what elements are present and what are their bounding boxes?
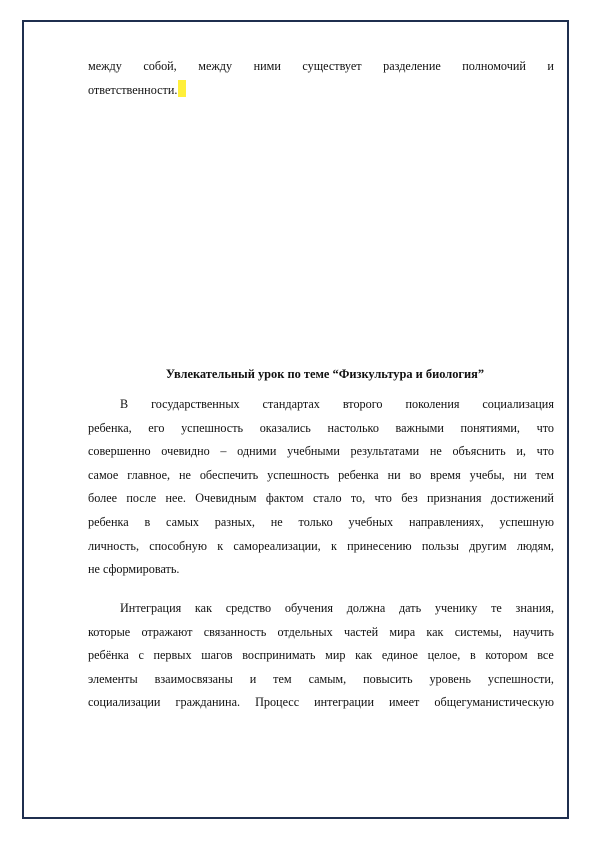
paragraph-1-line-2-word: важными	[395, 420, 444, 435]
paragraph-2-line-4	[88, 668, 554, 692]
paragraph-1-line-6-word: только	[298, 514, 333, 529]
paragraph-2-line-5-word: социализации	[88, 695, 161, 710]
paragraph-1-line-1-word: В	[120, 397, 129, 411]
paragraph-1-line-7-word: способную	[149, 538, 207, 553]
paragraph-2-line-4-word: повысить	[363, 671, 413, 686]
top-line-1	[88, 55, 554, 79]
paragraph-1-line-2-word: успешность	[181, 420, 244, 435]
top-line-1-word: между	[88, 59, 122, 73]
paragraph-2-line-3-word: целое,	[427, 648, 461, 663]
paragraph-1-line-6-word: самых	[166, 514, 199, 529]
paragraph-1-line-4-word: главное,	[127, 467, 171, 482]
paragraph-1-line-5-word: более	[88, 491, 118, 506]
paragraph-2-line-1-word: средство	[225, 601, 272, 615]
paragraph-1-line-7-word: к	[330, 538, 337, 553]
paragraph-2-line-2-word: которые	[88, 624, 131, 639]
paragraph-1-line-7-word: к	[217, 538, 224, 553]
paragraph-1-line-5-word: достижений	[490, 491, 554, 506]
paragraph-2-line-4-word: уровень	[429, 671, 471, 686]
paragraph-1-line-3-word: очевидно	[161, 444, 210, 459]
paragraph-1-line-5-word: нее.	[165, 491, 186, 506]
paragraph-2-line-5-word: имеет	[389, 695, 420, 710]
paragraph-1-line-3-word: объяснить	[452, 444, 506, 459]
paragraph-1-line-6-word: направлениях,	[408, 514, 484, 529]
paragraph-2-line-4-word: элементы	[88, 671, 138, 686]
paragraph-2-line-4-word: и	[249, 671, 257, 686]
paragraph-1-line-2	[88, 417, 554, 441]
paragraph-1-line-4-word: самое	[88, 467, 119, 482]
paragraph-2-line-2-word: связанность	[203, 624, 267, 639]
paragraph-2-line-5-word: Процесс	[255, 695, 300, 710]
paragraph-1-line-2-word: понятиями,	[460, 420, 520, 435]
paragraph-1-line-1-word: поколения	[405, 397, 460, 411]
paragraph-1-line-3-word: не	[429, 444, 442, 459]
paragraph-2-line-3-word: мир	[325, 648, 346, 663]
paragraph-2-line-2-word: научить	[513, 624, 554, 639]
paragraph-1-line-1-word: государственных	[151, 397, 240, 411]
paragraph-1-line-3-word: учебными	[287, 444, 340, 459]
paragraph-1-line-4-word: не	[178, 467, 191, 482]
paragraph-2-line-1-word: Интеграция	[120, 601, 182, 615]
paragraph-1-line-1-word: социализация	[482, 397, 554, 411]
paragraph-2-line-3-word: как	[355, 648, 373, 663]
paragraph-1-line-6-word: не	[270, 514, 283, 529]
paragraph-1-line-6-word: ребенка	[88, 514, 129, 529]
paragraph-1-line-7-word: другим	[469, 538, 507, 553]
top-line-2	[88, 79, 554, 103]
paragraph-2-line-3-word: котором	[485, 648, 528, 663]
paragraph-1-line-5-word: признания	[426, 491, 482, 506]
paragraph-2-line-3-word: воспринимать	[242, 648, 316, 663]
paragraph-2-line-1-word: дать	[398, 601, 422, 615]
paragraph-1-line-6-word: успешную	[499, 514, 554, 529]
paragraph-2-line-2-word: как	[426, 624, 444, 639]
paragraph-2-line-4-word: успешности,	[487, 671, 554, 686]
paragraph-1-line-7-word: людям,	[516, 538, 554, 553]
paragraph-1-line-4-word: тем	[535, 467, 554, 482]
paragraph-1-line-3-word: и,	[516, 444, 526, 459]
paragraph-1-line-2-word: его	[148, 420, 165, 435]
paragraph-1-line-5-word: без	[401, 491, 418, 506]
paragraph-2-line-5-word: гражданина.	[175, 695, 241, 710]
paragraph-1-line-4-word: время	[430, 467, 461, 482]
paragraph-2-line-3-word: с	[138, 648, 144, 663]
paragraph-1-line-4-word: ни	[513, 467, 527, 482]
paragraph-2-line-5	[88, 691, 554, 715]
paragraph-1-line-7-word: пользы	[421, 538, 459, 553]
paragraph-1	[88, 393, 554, 582]
paragraph-2	[88, 597, 554, 715]
paragraph-2-line-1-word: знания,	[515, 601, 554, 615]
paragraph-2-line-3-word: первых	[153, 648, 192, 663]
paragraph-2-line-5-word: интеграции	[314, 695, 374, 710]
top-line-1-word: полномочий	[462, 59, 526, 73]
top-line-2-text: ответственности.	[88, 82, 178, 97]
paragraph-1-line-5-word: стало	[312, 491, 342, 506]
paragraph-1-line-6-word: учебных	[348, 514, 394, 529]
paragraph-2-line-3	[88, 644, 554, 668]
paragraph-1-line-4-word: ребенка	[338, 467, 379, 482]
paragraph-1-line-3-word: что	[536, 444, 554, 459]
top-line-1-word: ними	[253, 59, 281, 73]
paragraph-1-line-4	[88, 464, 554, 488]
paragraph-1-line-2-word: настолько	[327, 420, 379, 435]
paragraph-2-line-1	[88, 597, 554, 621]
paragraph-2-line-3-word: все	[537, 648, 554, 663]
paragraph-1-line-1	[88, 393, 554, 417]
paragraph-2-line-2-word: системы,	[454, 624, 502, 639]
paragraph-2-line-3-word: ребёнка	[88, 648, 129, 663]
paragraph-2-line-3-word: шагов	[201, 648, 233, 663]
section-heading: Увлекательный урок по теме “Физкультура и биология”	[165, 367, 485, 381]
paragraph-1-line-7	[88, 535, 554, 559]
paragraph-1-line-7-word: самореализации,	[233, 538, 321, 553]
paragraph-2-line-3-word: в	[469, 648, 476, 663]
paragraph-1-line-5	[88, 487, 554, 511]
paragraph-1-line-4-word: во	[409, 467, 422, 482]
top-line-1-word: существует	[302, 59, 362, 73]
top-line-1-word: между	[198, 59, 233, 73]
paragraph-1-line-4-word: обеспечить	[199, 467, 259, 482]
paragraph-2-line-2-word: частей	[343, 624, 379, 639]
paragraph-1-line-4-word: учебы,	[469, 467, 505, 482]
paragraph-2-line-5-word: общегуманистическую	[434, 695, 554, 710]
paragraph-1-line-4-word: успешность	[267, 467, 330, 482]
top-line-1-word: и	[547, 59, 554, 73]
paragraph-1-line-3	[88, 440, 554, 464]
paragraph-1-last-line: не сформировать.	[88, 562, 180, 577]
paragraph-2-line-1-word: те	[491, 601, 502, 615]
paragraph-1-line-2-word: ребенка,	[88, 420, 132, 435]
paragraph-1-line-1-word: стандартах	[262, 397, 320, 411]
paragraph-1-line-4-word: ни	[387, 467, 401, 482]
paragraph-1-line-5-word: после	[126, 491, 157, 506]
paragraph-1-line-5-word: фактом	[265, 491, 304, 506]
paragraph-2-line-2-word: отдельных	[277, 624, 333, 639]
paragraph-1-line-5-word: Очевидным	[195, 491, 257, 506]
paragraph-2-line-1-word: должна	[346, 601, 386, 615]
paragraph-1-line-3-word: одними	[237, 444, 277, 459]
paragraph-1-line-1-word: второго	[342, 397, 383, 411]
paragraph-2-line-1-word: как	[194, 601, 212, 615]
paragraph-2-line-1-word: ученику	[434, 601, 478, 615]
paragraph-1-line-5-word: то,	[350, 491, 366, 506]
paragraph-1-line-6	[88, 511, 554, 535]
top-fragment	[88, 55, 554, 102]
paragraph-1-line-7-word: принесению	[347, 538, 412, 553]
paragraph-2-line-2-word: мира	[389, 624, 416, 639]
paragraph-1-line-3-word: результатами	[350, 444, 420, 459]
paragraph-2-line-4-word: взаимосвязаны	[154, 671, 233, 686]
paragraph-1-line-6-word: разных,	[214, 514, 255, 529]
paragraph-1-line-2-word: что	[536, 420, 554, 435]
paragraph-2-line-1-word: обучения	[284, 601, 333, 615]
paragraph-1-line-3-word: совершенно	[88, 444, 151, 459]
paragraph-1-line-3-word: –	[220, 444, 227, 459]
paragraph-1-line-2-word: оказались	[259, 420, 311, 435]
top-line-1-word: разделение	[383, 59, 441, 73]
paragraph-2-line-2-word: отражают	[141, 624, 193, 639]
paragraph-2-line-4-word: самым,	[308, 671, 347, 686]
paragraph-1-line-6-word: в	[144, 514, 151, 529]
paragraph-2-line-4-word: тем	[273, 671, 292, 686]
text-cursor-highlight[interactable]	[178, 80, 186, 97]
paragraph-1-line-7-word: личность,	[88, 538, 139, 553]
paragraph-2-line-2	[88, 621, 554, 645]
paragraph-2-line-3-word: единое	[381, 648, 418, 663]
paragraph-1-line-5-word: что	[374, 491, 392, 506]
top-line-1-word: собой,	[143, 59, 177, 73]
